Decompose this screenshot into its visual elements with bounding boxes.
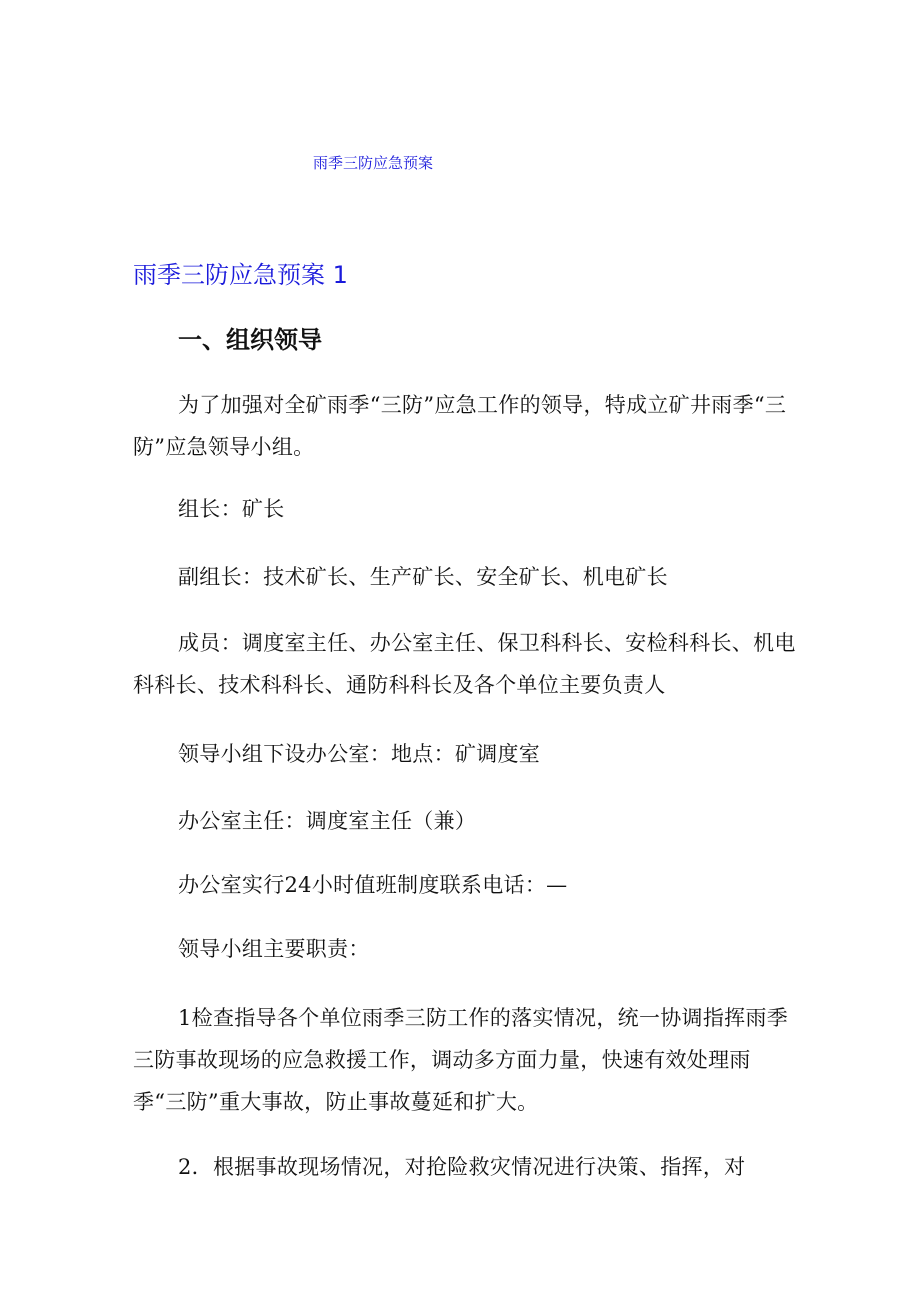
section-title: 雨季三防应急预案 1 [133,261,348,289]
paragraph-team-leader: 组长：矿长 [178,497,285,521]
paragraph-purpose: 为了加强对全矿雨季“三防”应急工作的领导，特成立矿井雨季“三防”应急领导小组。 [133,393,787,459]
document-header-title: 雨季三防应急预案 [313,154,434,172]
paragraph-duty-1: 1检查指导各个单位雨季三防工作的落实情况，统一协调指挥雨季三防事故现场的应急救援工作，调动多方面力量，快速有效处理雨季“三防”重大事故，防止事故蔓延和扩大。 [133,1006,789,1114]
paragraph-duties-heading: 领导小组主要职责： [178,937,370,961]
paragraph-duty-phone: 办公室实行24小时值班制度联系电话：— [178,873,568,897]
paragraph-members: 成员：调度室主任、办公室主任、保卫科科长、安检科科长、机电科科长、技术科科长、通防科科长及各个单位主要负责人 [133,631,796,697]
heading-organization-leadership: 一、组织领导 [178,326,322,354]
paragraph-office-location: 领导小组下设办公室：地点：矿调度室 [178,742,541,766]
paragraph-deputy-leaders: 副组长：技术矿长、生产矿长、安全矿长、机电矿长 [178,565,668,589]
paragraph-duty-2: 2．根据事故现场情况，对抢险救灾情况进行决策、指挥，对 [178,1155,746,1179]
paragraph-office-director: 办公室主任：调度室主任（兼） [178,809,477,833]
